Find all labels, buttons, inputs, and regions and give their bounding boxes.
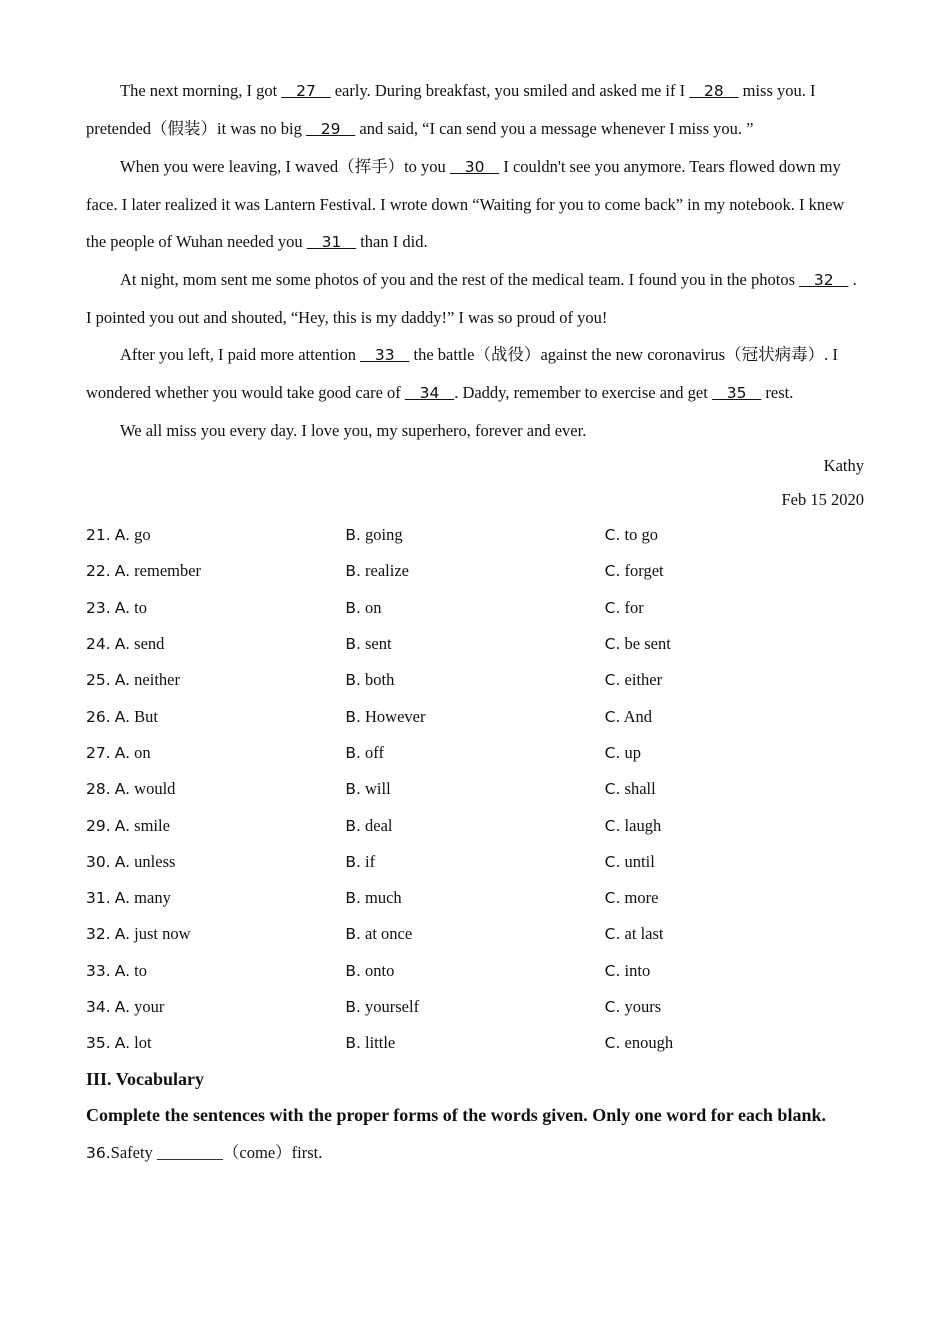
option-text: deal (365, 815, 393, 835)
option-c (605, 561, 864, 581)
option-letter: C. (604, 780, 621, 799)
blank-28: 28 (689, 82, 739, 100)
option-text: going (365, 525, 403, 545)
question-number: 28. (86, 780, 111, 799)
option-text: to (134, 597, 148, 617)
option-text: if (365, 851, 376, 871)
option-text: for (624, 597, 644, 617)
option-b (345, 997, 604, 1017)
option-c (605, 924, 864, 944)
option-letter: C. (604, 562, 621, 581)
option-letter: A. (114, 852, 131, 871)
option-a (86, 743, 345, 763)
question-number: 26. (86, 707, 111, 726)
option-text: either (624, 670, 663, 690)
option-text: little (365, 1033, 396, 1053)
passage-text: miss you. I pretended（假装）it was no big (86, 81, 816, 138)
passage-text: rest. (761, 383, 794, 402)
option-row (86, 1025, 864, 1061)
option-letter: B. (345, 526, 361, 545)
option-c (605, 1033, 864, 1053)
option-text: yours (624, 997, 662, 1016)
document-page (86, 72, 864, 1172)
option-a (86, 997, 345, 1017)
passage-text: We all miss you every day. I love you, my superhero, forever and ever. (120, 421, 587, 440)
option-text: shall (624, 779, 656, 799)
option-row (86, 698, 864, 734)
blank-30: 30 (449, 158, 500, 176)
option-a (86, 961, 345, 981)
question-number: 34. (86, 998, 111, 1016)
option-text: onto (365, 960, 395, 980)
option-row (86, 916, 864, 952)
option-row (86, 844, 864, 880)
question-number: 27. (86, 743, 111, 762)
option-b (345, 924, 604, 944)
option-text: And (623, 706, 653, 726)
option-a (86, 561, 345, 581)
option-c (605, 852, 864, 872)
passage-paragraph (86, 336, 864, 412)
option-row (86, 517, 864, 553)
passage-paragraph (86, 261, 864, 336)
option-letter: B. (345, 852, 361, 871)
question-number: 22. (86, 562, 111, 581)
option-text: be sent (624, 634, 671, 654)
option-text: smile (134, 815, 170, 835)
signature-date: Feb 15 2020 (781, 490, 864, 509)
option-letter: A. (114, 671, 131, 690)
option-letter: B. (345, 707, 361, 726)
blank-31: 31 (306, 233, 357, 251)
option-c (605, 779, 864, 799)
option-c (605, 888, 864, 908)
option-letter: A. (114, 526, 131, 545)
option-b (345, 852, 604, 872)
option-row (86, 626, 864, 662)
option-a (86, 852, 345, 872)
passage-text: The next morning, I got (120, 81, 282, 100)
question-number: 31. (86, 889, 111, 908)
option-text: more (624, 888, 659, 908)
option-b (345, 961, 604, 981)
passage-text: the battle（战役）against the new coronavirus（冠状病毒）. I wondered whether you would take good care of (86, 345, 838, 402)
question-number: 24. (86, 635, 111, 654)
option-b (345, 525, 604, 545)
option-letter: A. (114, 780, 131, 799)
option-c (605, 670, 864, 690)
option-row (86, 735, 864, 771)
option-letter: B. (345, 780, 361, 799)
option-c (605, 816, 864, 836)
option-text: However (365, 706, 426, 726)
option-letter: B. (345, 671, 361, 690)
option-text: go (134, 525, 151, 545)
option-letter: C. (604, 743, 621, 762)
option-text: just now (134, 924, 191, 944)
question-number: 30. (86, 852, 111, 871)
passage-text: After you left, I paid more attention (120, 345, 361, 364)
option-text: sent (365, 634, 392, 654)
option-letter: A. (114, 816, 131, 835)
option-text: much (365, 888, 402, 908)
option-text: But (134, 706, 159, 726)
option-letter: B. (345, 562, 361, 581)
passage-text: and said, “I can send you a message whenever I miss you. ” (355, 119, 754, 138)
option-b (345, 888, 604, 908)
option-a (86, 1033, 345, 1053)
option-text: remember (134, 561, 202, 581)
section-instruction: Complete the sentences with the proper forms of the words given. Only one word for each blank. (86, 1105, 826, 1126)
option-a (86, 707, 345, 727)
option-text: until (624, 851, 655, 871)
question-number: 35. (86, 1034, 111, 1053)
option-text: yourself (365, 997, 420, 1016)
passage-text: early. During breakfast, you smiled and asked me if I (330, 81, 690, 100)
option-text: send (134, 634, 165, 654)
blank-35: 35 (711, 384, 762, 402)
option-a (86, 924, 345, 944)
option-text: your (134, 997, 165, 1016)
option-c (605, 634, 864, 654)
option-letter: A. (114, 925, 131, 944)
option-letter: C. (604, 961, 621, 980)
option-a (86, 598, 345, 618)
blank-27: 27 (281, 82, 331, 100)
question-number: 25. (86, 671, 111, 690)
passage-paragraph (86, 72, 864, 148)
option-a (86, 634, 345, 654)
option-a (86, 888, 345, 908)
passage-paragraph (86, 148, 864, 261)
option-text: lot (134, 1033, 152, 1053)
option-letter: A. (114, 743, 131, 762)
option-letter: C. (604, 998, 621, 1016)
option-letter: A. (114, 961, 131, 980)
question-36-number: 36. (86, 1144, 111, 1163)
option-row (86, 771, 864, 807)
question-number: 23. (86, 598, 111, 617)
option-letter: B. (345, 743, 361, 762)
option-text: enough (624, 1033, 674, 1053)
passage-text: . I pointed you out and shouted, “Hey, this is my daddy!” I was so proud of you! (86, 270, 857, 327)
option-text: off (365, 742, 384, 762)
option-letter: B. (345, 1034, 361, 1053)
option-row (86, 807, 864, 843)
option-text: neither (134, 670, 180, 690)
option-text: to go (624, 525, 658, 545)
option-text: into (624, 960, 651, 980)
option-b (345, 743, 604, 763)
option-row (86, 880, 864, 916)
option-letter: C. (604, 925, 621, 944)
passage-text: than I did. (356, 232, 428, 251)
option-b (345, 634, 604, 654)
option-b (345, 1033, 604, 1053)
option-text: forget (624, 561, 664, 581)
option-letter: B. (345, 961, 361, 980)
question-number: 21. (86, 526, 111, 545)
options-list (86, 517, 864, 1061)
option-text: at last (624, 924, 664, 944)
option-text: on (365, 597, 382, 617)
question-number: 33. (86, 961, 111, 980)
section-title: III. Vocabulary (86, 1069, 205, 1090)
option-row (86, 989, 864, 1025)
option-letter: C. (604, 889, 621, 908)
question-number: 32. (86, 925, 111, 944)
passage-text: I couldn't see you anymore. Tears flowed down my face. I later realized it was Lantern Festival. I wrote down “Waiting for you to come back” in my notebook. I knew the people of Wuhan needed you (86, 157, 845, 251)
option-text: many (134, 888, 171, 908)
option-letter: A. (114, 1034, 131, 1053)
option-text: would (134, 779, 176, 799)
option-c (605, 743, 864, 763)
passage-text: . Daddy, remember to exercise and get (454, 383, 712, 402)
option-letter: C. (604, 707, 621, 726)
option-letter: B. (345, 998, 361, 1016)
option-letter: C. (604, 635, 621, 654)
option-text: unless (134, 851, 176, 871)
option-b (345, 816, 604, 836)
option-c (605, 525, 864, 545)
option-b (345, 707, 604, 727)
option-letter: C. (604, 598, 621, 617)
option-letter: B. (345, 816, 361, 835)
option-a (86, 670, 345, 690)
option-letter: A. (114, 562, 131, 581)
option-row (86, 953, 864, 989)
option-row (86, 662, 864, 698)
passage-text: At night, mom sent me some photos of you and the rest of the medical team. I found you in the photos (120, 270, 800, 289)
option-text: realize (365, 561, 409, 581)
signature-name: Kathy (823, 456, 864, 475)
passage (86, 72, 864, 449)
blank-34: 34 (404, 384, 455, 402)
option-letter: B. (345, 925, 361, 944)
option-letter: A. (114, 998, 131, 1016)
option-c (605, 997, 864, 1017)
option-letter: A. (114, 635, 131, 654)
passage-text: When you were leaving, I waved（挥手）to you (120, 157, 450, 176)
blank-32: 32 (799, 271, 849, 289)
option-c (605, 961, 864, 981)
option-letter: C. (604, 671, 621, 690)
option-a (86, 816, 345, 836)
question-number: 29. (86, 816, 111, 835)
option-text: will (365, 779, 391, 799)
option-text: to (134, 960, 148, 980)
option-text: both (365, 670, 395, 690)
question-36 (86, 1134, 864, 1172)
option-text: at once (365, 924, 413, 944)
option-letter: B. (345, 635, 361, 654)
question-36-text: Safety ________（come）first. (110, 1143, 323, 1163)
option-letter: A. (114, 889, 131, 908)
blank-33: 33 (360, 346, 410, 364)
option-letter: B. (345, 889, 361, 908)
option-row (86, 553, 864, 589)
option-a (86, 779, 345, 799)
option-c (605, 598, 864, 618)
option-b (345, 670, 604, 690)
option-text: laugh (624, 815, 662, 835)
option-letter: C. (604, 1034, 621, 1053)
option-letter: A. (114, 707, 131, 726)
option-letter: C. (604, 816, 621, 835)
blank-29: 29 (305, 120, 356, 138)
option-c (605, 707, 864, 727)
option-letter: C. (604, 526, 621, 545)
option-b (345, 561, 604, 581)
option-b (345, 598, 604, 618)
option-letter: B. (345, 598, 361, 617)
option-text: on (134, 742, 151, 762)
option-a (86, 525, 345, 545)
option-letter: C. (604, 852, 621, 871)
option-row (86, 590, 864, 626)
option-b (345, 779, 604, 799)
option-letter: A. (114, 598, 131, 617)
passage-paragraph (86, 412, 864, 449)
option-text: up (624, 742, 642, 762)
